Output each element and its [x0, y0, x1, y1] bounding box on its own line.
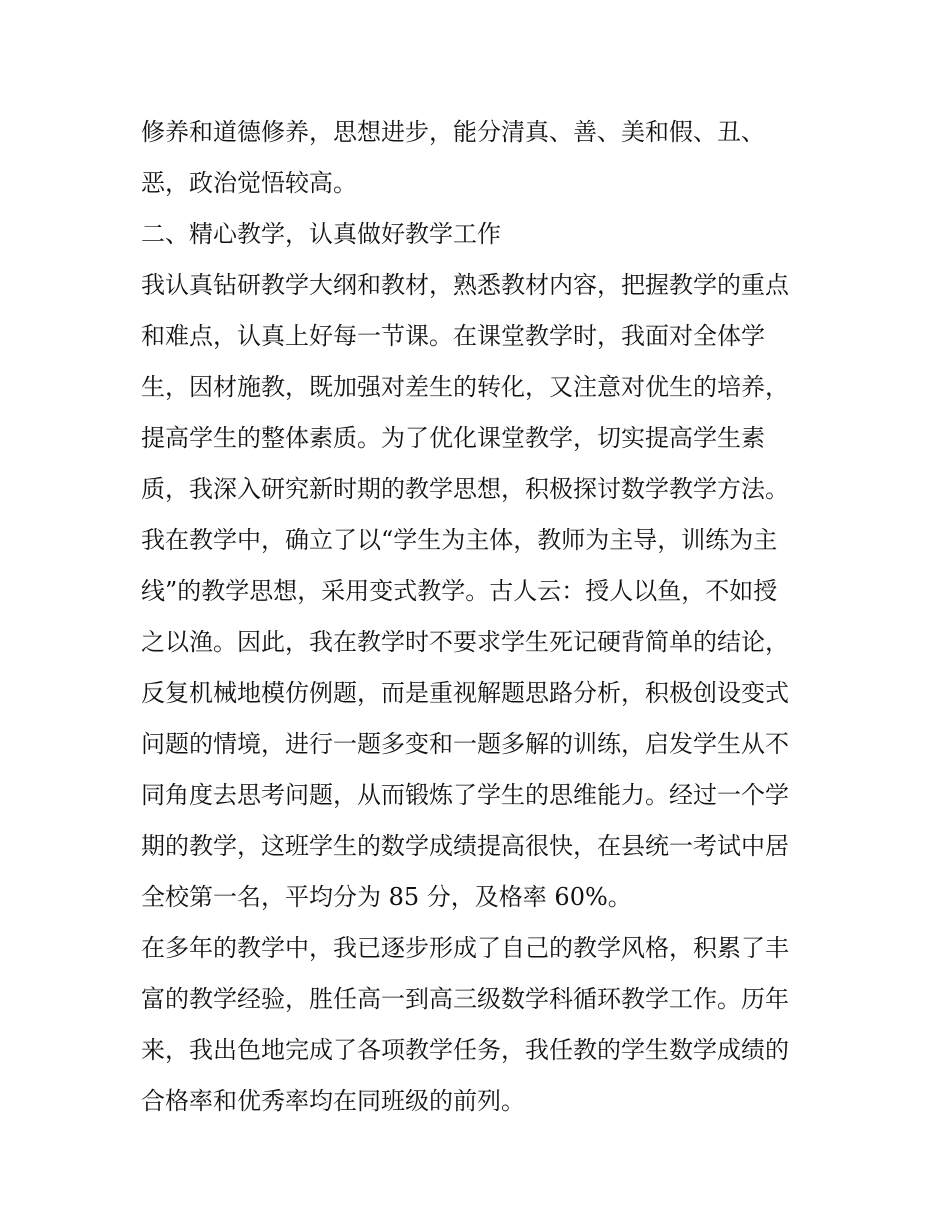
text-line: 生，因材施教，既加强对差生的转化，又注意对优生的培养，	[141, 373, 789, 401]
text-line: 和难点，认真上好每一节课。在课堂教学时，我面对全体学	[141, 322, 765, 350]
text-line: 线”的教学思想，采用变式教学。古人云：授人以鱼，不如授	[141, 577, 778, 605]
text-line: 来，我出色地完成了各项教学任务，我任教的学生数学成绩的	[141, 1036, 789, 1064]
text-line: 恶，政治觉悟较高。	[141, 169, 357, 197]
text-line: 我在教学中，确立了以“学生为主体，教师为主导，训练为主	[141, 526, 778, 554]
text-line: 我认真钻研教学大纲和教材，熟悉教材内容，把握教学的重点	[141, 271, 789, 299]
text-line: 质，我深入研究新时期的教学思想，积极探讨数学教学方法。	[141, 475, 789, 503]
text-line: 之以渔。因此，我在教学时不要求学生死记硬背简单的结论，	[141, 628, 789, 656]
text-line: 在多年的教学中，我已逐步形成了自己的教学风格，积累了丰	[141, 934, 789, 962]
text-line: 问题的情境，进行一题多变和一题多解的训练，启发学生从不	[141, 730, 789, 758]
text-line: 合格率和优秀率均在同班级的前列。	[141, 1087, 525, 1115]
text-line: 全校第一名，平均分为 85 分，及格率 60%。	[141, 883, 632, 911]
text-line: 反复机械地模仿例题，而是重视解题思路分析，积极创设变式	[141, 679, 789, 707]
text-line: 同角度去思考问题，从而锻炼了学生的思维能力。经过一个学	[141, 781, 789, 809]
text-line: 提高学生的整体素质。为了优化课堂教学，切实提高学生素	[141, 424, 765, 452]
section-heading: 二、精心教学，认真做好教学工作	[141, 220, 501, 248]
text-line: 修养和道德修养，思想进步，能分清真、善、美和假、丑、	[141, 118, 765, 146]
text-line: 期的教学，这班学生的数学成绩提高很快，在县统一考试中居	[141, 832, 789, 860]
text-line: 富的教学经验，胜任高一到高三级数学科循环教学工作。历年	[141, 985, 789, 1013]
document-body	[141, 107, 821, 1127]
